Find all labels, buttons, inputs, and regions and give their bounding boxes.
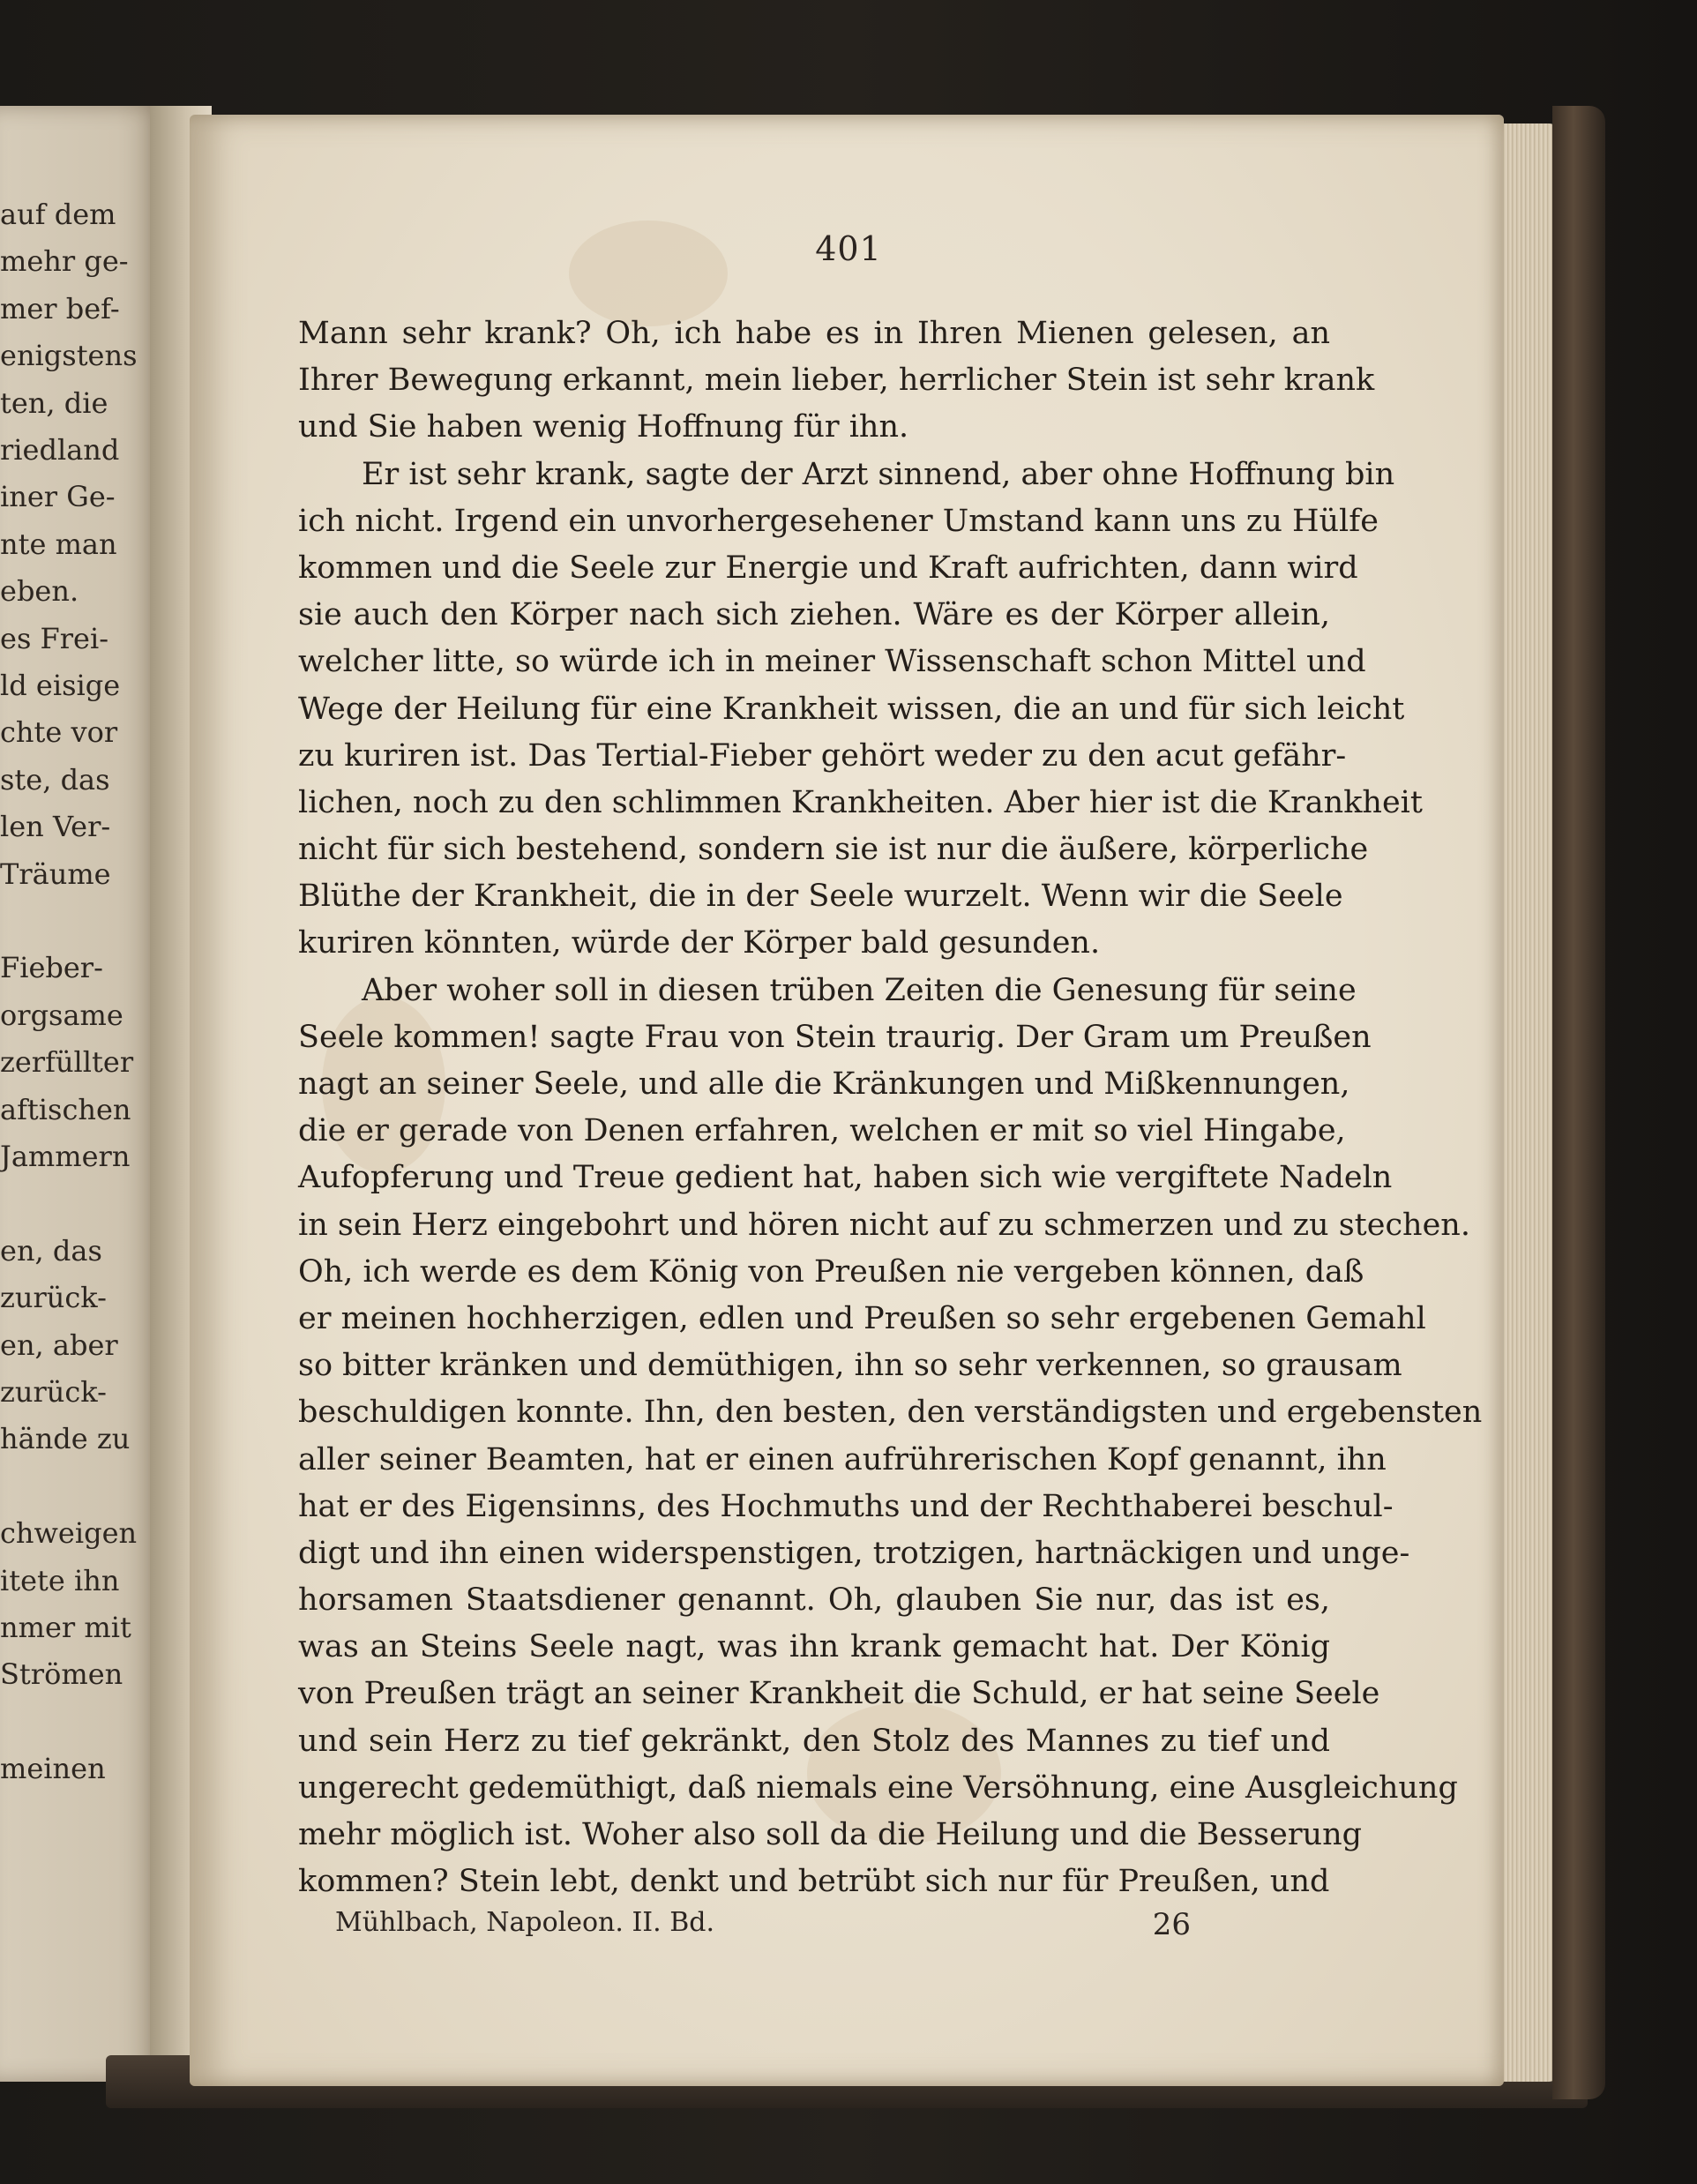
text-line: Blüthe der Krankheit, die in der Seele wurzelt. Wenn wir die Seele <box>298 879 1343 915</box>
text-line: beschuldigen konnte. Ihn, den besten, den verständigsten und ergebensten <box>298 1395 1483 1431</box>
text-line: kuriren könnten, würde der Körper bald gesunden. <box>298 925 1101 961</box>
left-page-text-fragment: Jammern <box>0 1140 131 1173</box>
body-text <box>298 310 1483 1905</box>
footer-sheet-number: 26 <box>1152 1907 1191 1942</box>
left-page-text-fragment: nmer mit <box>0 1611 131 1644</box>
text-line: er meinen hochherzigen, edlen und Preußen so sehr ergebenen Gemahl <box>298 1300 1426 1336</box>
left-page-text-fragment: auf dem <box>0 198 116 231</box>
text-line: aller seiner Beamten, hat er einen aufrührerischen Kopf genannt, ihn <box>298 1441 1387 1477</box>
text-line: Ihrer Bewegung erkannt, mein lieber, herrlicher Stein ist sehr krank <box>298 363 1375 399</box>
text-line: Mann sehr krank? Oh, ich habe es in Ihren Mienen gelesen, an <box>298 316 1330 351</box>
left-page-text-fragment: iner Ge- <box>0 480 116 514</box>
text-line: lichen, noch zu den schlimmen Krankheiten. Aber hier ist die Krankheit <box>298 784 1423 820</box>
text-line: welcher litte, so würde ich in meiner Wissenschaft schon Mittel und <box>298 644 1366 680</box>
page-number: 401 <box>815 229 882 268</box>
text-line: Wege der Heilung für eine Krankheit wissen, die an und für sich leicht <box>298 691 1405 727</box>
text-line: nagt an seiner Seele, und alle die Kränkungen und Mißkennungen, <box>298 1066 1350 1102</box>
text-line: so bitter kränken und demüthigen, ihn so sehr verkennen, so grausam <box>298 1348 1402 1384</box>
text-line: Aufopferung und Treue gedient hat, haben sich wie vergiftete Nadeln <box>298 1160 1393 1196</box>
text-line: und sein Herz zu tief gekränkt, den Stolz des Mannes zu tief und <box>298 1723 1330 1759</box>
footer-signature: Mühlbach, Napoleon. II. Bd. <box>335 1907 715 1938</box>
text-line: digt und ihn einen widerspenstigen, trotzigen, hartnäckigen und unge- <box>298 1535 1410 1571</box>
left-page-text-fragment: ten, die <box>0 385 108 420</box>
left-page-text-fragment: zurück- <box>0 1375 107 1409</box>
left-page-text-fragment: enigstens <box>0 339 138 373</box>
left-page-text-fragment: ste, das <box>0 762 110 797</box>
left-page-text-fragment: Träume <box>0 856 111 891</box>
book-cover-right <box>1552 106 1605 2099</box>
text-line: zu kuriren ist. Das Tertial-Fieber gehört weder zu den acut gefähr- <box>298 737 1347 774</box>
left-page-text-fragment: chte vor <box>0 715 118 750</box>
text-line: kommen? Stein lebt, denkt und betrübt sich nur für Preußen, und <box>298 1864 1330 1900</box>
left-page-text-fragment: en, aber <box>0 1328 118 1362</box>
left-page-text-fragment: aftischen <box>0 1092 131 1126</box>
text-line: nicht für sich bestehend, sondern sie ist nur die äußere, körperliche <box>298 832 1369 868</box>
text-line: horsamen Staatsdiener genannt. Oh, glauben Sie nur, das ist es, <box>298 1582 1330 1619</box>
text-line: ich nicht. Irgend ein unvorhergesehener Umstand kann uns zu Hülfe <box>298 503 1379 539</box>
page-footer <box>335 1907 1191 1942</box>
left-page-text-fragment: orgsame <box>0 998 123 1032</box>
text-line: hat er des Eigensinns, des Hochmuths und der Rechthaberei beschul- <box>298 1488 1394 1524</box>
left-page-text-fragment: nte man <box>0 527 117 561</box>
text-line: in sein Herz eingebohrt und hören nicht auf zu schmerzen und zu stechen. <box>298 1207 1470 1243</box>
left-page-text-fragment: ld eisige <box>0 669 121 702</box>
left-page-text-fragment: en, das <box>0 1233 102 1268</box>
left-page-text-fragment: len Ver- <box>0 810 111 844</box>
text-line: von Preußen trägt an seiner Krankheit die Schuld, er hat seine Seele <box>298 1676 1380 1712</box>
left-page-text-fragment: riedland <box>0 433 120 467</box>
left-page-text-fragment: zurück- <box>0 1281 107 1315</box>
text-line: kommen und die Seele zur Energie und Kraft aufrichten, dann wird <box>298 550 1358 586</box>
left-page-text-fragment: hände zu <box>0 1422 131 1456</box>
text-line: Er ist sehr krank, sagte der Arzt sinnend, aber ohne Hoffnung bin <box>362 456 1395 492</box>
left-page-text-fragment: zerfüllter <box>0 1045 134 1080</box>
left-page-text-fragment: itete ihn <box>0 1563 120 1597</box>
left-page-text-fragment: mer bef- <box>0 291 120 325</box>
text-line: Oh, ich werde es dem König von Preußen nie vergeben können, daß <box>298 1253 1364 1290</box>
text-line: die er gerade von Denen erfahren, welchen er mit so viel Hingabe, <box>298 1113 1346 1149</box>
text-line: was an Steins Seele nagt, was ihn krank gemacht hat. Der König <box>298 1629 1330 1665</box>
text-line: und Sie haben wenig Hoffnung für ihn. <box>298 409 909 445</box>
text-line: Seele kommen! sagte Frau von Stein traurig. Der Gram um Preußen <box>298 1019 1372 1055</box>
text-line: mehr möglich ist. Woher also soll da die Heilung und die Besserung <box>298 1817 1363 1852</box>
text-line: Aber woher soll in diesen trüben Zeiten die Genesung für seine <box>362 972 1357 1008</box>
left-page-text-fragment: chweigen <box>0 1516 138 1551</box>
left-page-fragment <box>0 106 168 2082</box>
left-page-text-fragment: mehr ge- <box>0 244 129 279</box>
text-line: ungerecht gedemüthigt, daß niemals eine Versöhnung, eine Ausgleichung <box>298 1769 1458 1806</box>
left-page-text-fragment: eben. <box>0 574 79 609</box>
left-page-text-fragment: Fieber- <box>0 951 103 985</box>
text-line: sie auch den Körper nach sich ziehen. Wäre es der Körper allein, <box>298 597 1330 633</box>
left-page-text-fragment: Strömen <box>0 1657 123 1692</box>
left-page-text-fragment: meinen <box>0 1752 106 1786</box>
left-page-text-fragment: es Frei- <box>0 621 109 655</box>
